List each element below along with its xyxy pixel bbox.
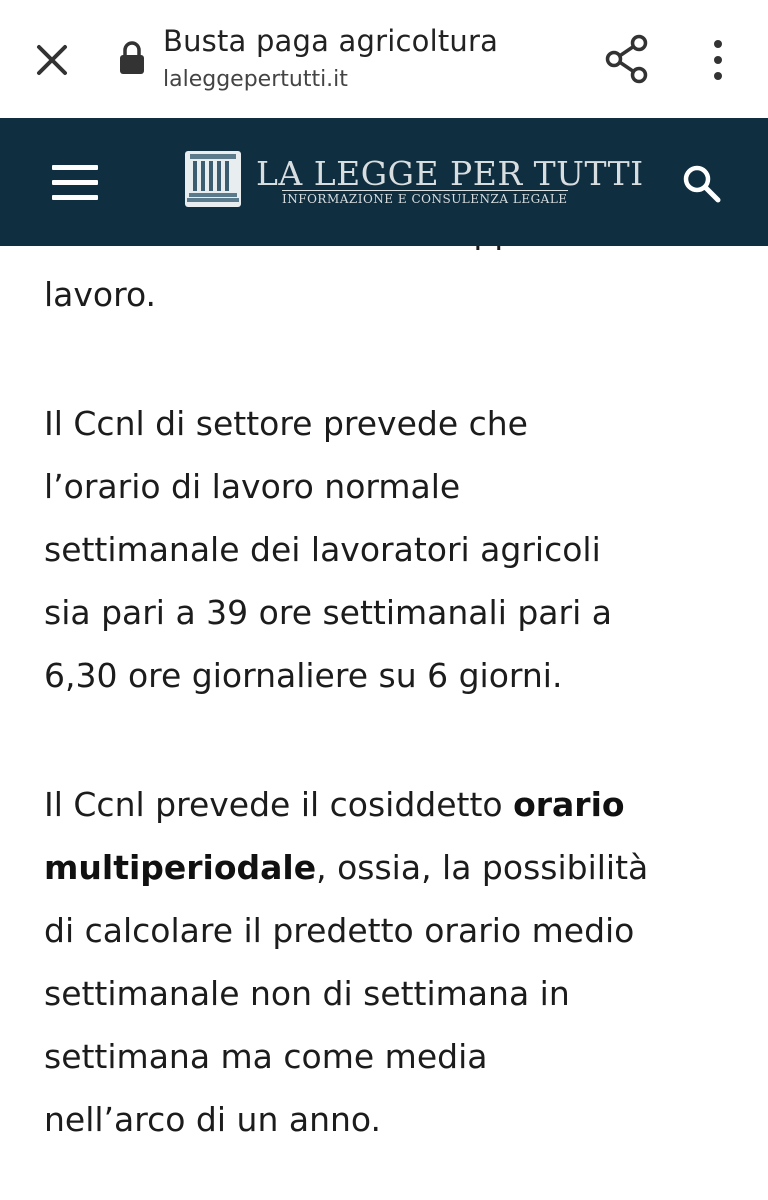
article-line — [44, 773, 734, 836]
article-line: settimanale non di settimana in — [44, 974, 570, 1013]
article-line: 6,30 ore giornaliere su 6 giorni. — [44, 656, 563, 695]
lock-icon — [118, 40, 146, 76]
page-title: Busta paga agricoltura — [163, 24, 499, 58]
article-line: sia pari a 39 ore settimanali pari a — [44, 593, 612, 632]
logo-icon[interactable] — [184, 150, 242, 208]
page-url[interactable]: laleggepertutti.it — [163, 67, 348, 92]
text-span: Il Ccnl prevede il cosiddetto — [44, 785, 514, 824]
article-line: l’orario di lavoro normale — [44, 467, 461, 506]
article-line: lavoro. — [44, 275, 157, 314]
article-body — [44, 200, 734, 1151]
browser-toolbar — [0, 0, 768, 118]
article-line: settimana ma come media — [44, 1037, 488, 1076]
article-line — [44, 836, 734, 899]
search-icon[interactable] — [680, 162, 724, 206]
bold-term: multiperiodale — [44, 848, 317, 887]
site-header — [0, 118, 768, 246]
article-line: nell’arco di un anno. — [44, 1100, 382, 1139]
site-logo-subtitle: INFORMAZIONE E CONSULENZA LEGALE — [282, 192, 568, 206]
more-vert-icon[interactable] — [706, 36, 730, 84]
article-line: settimanale dei lavoratori agricoli — [44, 530, 601, 569]
article-line: Il Ccnl di settore prevede che — [44, 404, 528, 443]
bold-term: orario — [513, 785, 625, 824]
share-icon[interactable] — [604, 34, 650, 84]
menu-icon[interactable] — [52, 165, 98, 201]
text-span: , ossia, la possibilità — [316, 848, 649, 887]
site-logo-title[interactable]: LA LEGGE PER TUTTI — [256, 154, 644, 193]
article-line: di calcolare il predetto orario medio — [44, 911, 635, 950]
close-icon[interactable] — [30, 38, 74, 82]
